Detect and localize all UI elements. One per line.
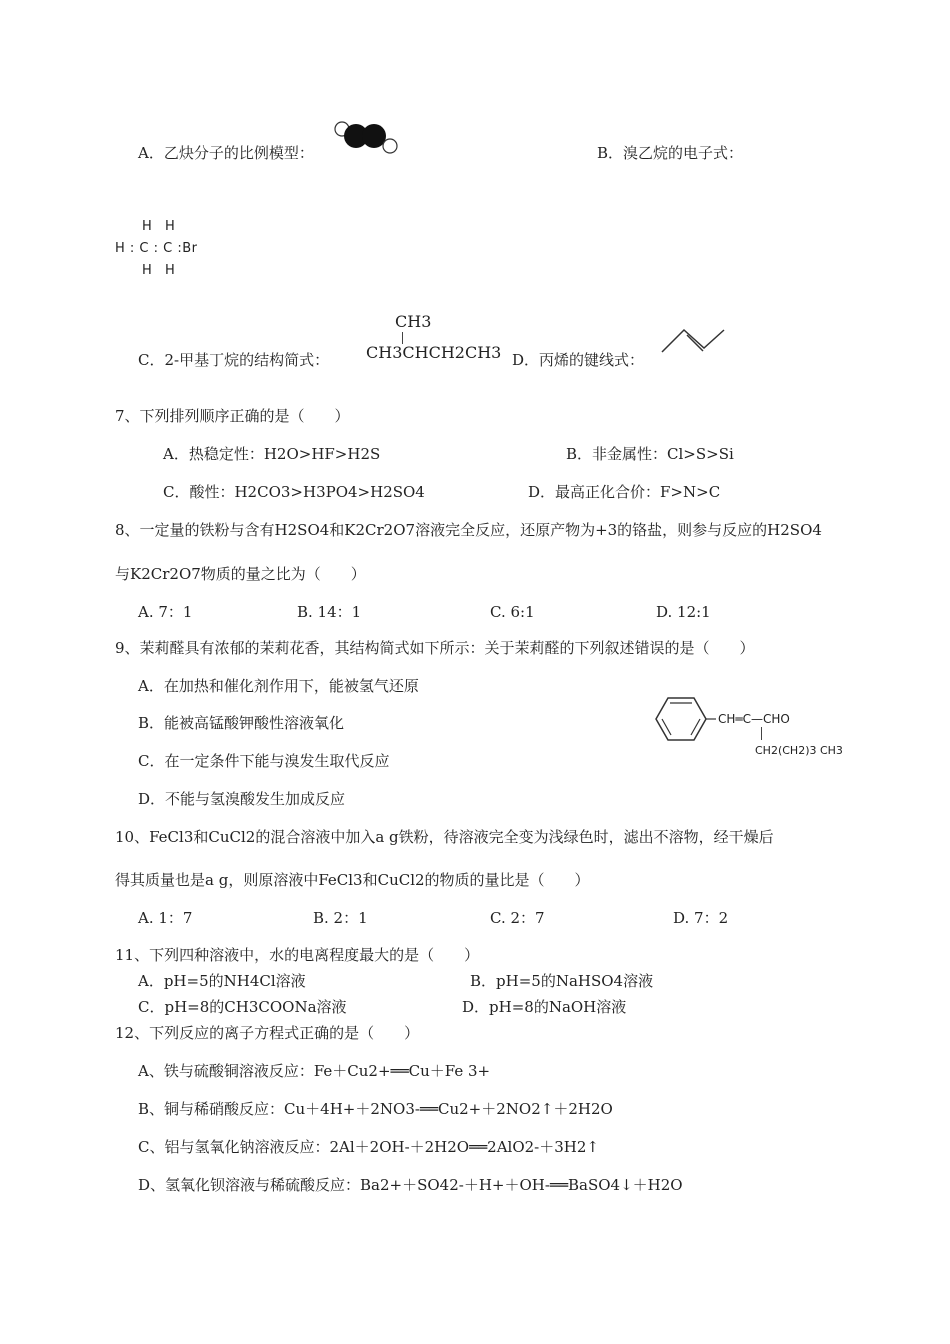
q6-option-c: C．2-甲基丁烷的结构简式：: [138, 351, 330, 369]
jasminaldehyde-structure: [650, 695, 860, 765]
lewis-h-top-1: H: [142, 219, 152, 234]
lewis-h-top-2: H: [165, 219, 175, 234]
q12-option-a: A、铁与硫酸铜溶液反应：Fe＋Cu2+══Cu＋Fe 3+: [138, 1062, 491, 1080]
jasmin-side-bond: [761, 727, 762, 740]
q8-line-1: 8、一定量的铁粉与含有H2SO4和K2Cr2O7溶液完全反应，还原产物为+3的铬盐，则参与反应的H2SO4: [115, 521, 822, 539]
q7-option-b: B．非金属性：Cl>S>Si: [566, 445, 734, 463]
q10-line-2: 得其质量也是a g，则原溶液中FeCl3和CuCl2的物质的量比是（ ）: [115, 871, 590, 889]
acetylene-model-icon: [332, 118, 402, 156]
q11-option-b: B．pH=5的NaHSO4溶液: [470, 972, 654, 990]
q10-option-a: A. 1：7: [138, 909, 193, 927]
jasmin-side-chain: CH2(CH2)3 CH3: [755, 744, 843, 757]
q11-stem: 11、下列四种溶液中，水的电离程度最大的是（ ）: [115, 946, 480, 964]
q11-option-d: D．pH=8的NaOH溶液: [462, 998, 627, 1016]
q11-option-c: C．pH=8的CH3COONa溶液: [138, 998, 347, 1016]
q6-option-a: A．乙炔分子的比例模型：: [138, 144, 314, 162]
benzene-ring-icon: [650, 695, 716, 745]
q8-option-b: B. 14：1: [297, 603, 362, 621]
main-chain: CH3CHCH2CH3: [366, 343, 502, 362]
q9-option-b: B．能被高锰酸钾酸性溶液氧化: [138, 714, 345, 732]
q11-option-a: A．pH=5的NH4Cl溶液: [138, 972, 306, 990]
q10-line-1: 10、FeCl3和CuCl2的混合溶液中加入a g铁粉，待溶液完全变为浅绿色时，滤出不溶物，经干燥后: [115, 828, 774, 846]
q12-stem: 12、下列反应的离子方程式正确的是（ ）: [115, 1024, 420, 1042]
propene-skeletal-icon: [660, 326, 726, 356]
q12-option-c: C、铝与氢氧化钠溶液反应：2Al＋2OH-＋2H2O══2AlO2-＋3H2↑: [138, 1138, 599, 1156]
q6-option-d: D．丙烯的键线式：: [512, 351, 645, 369]
q7-option-c: C．酸性：H2CO3>H3PO4>H2SO4: [163, 483, 425, 501]
q12-option-d: D、氢氧化钡溶液与稀硫酸反应：Ba2+＋SO42-＋H+＋OH-══BaSO4↓＋H2O: [138, 1176, 683, 1194]
q10-option-c: C. 2：7: [490, 909, 545, 927]
branch-methyl: CH3: [395, 312, 432, 331]
lewis-main-row: H : C : C :Br: [115, 241, 198, 256]
q10-option-d: D. 7：2: [673, 909, 729, 927]
q8-line-2: 与K2Cr2O7物质的量之比为（ ）: [115, 565, 366, 583]
q9-option-d: D．不能与氢溴酸发生加成反应: [138, 790, 346, 808]
lewis-h-bot-1: H: [142, 263, 152, 278]
bromoethane-lewis-structure: [115, 217, 215, 283]
q9-stem: 9、茉莉醛具有浓郁的茉莉花香，其结构简式如下所示：关于茉莉醛的下列叙述错误的是（ ）: [115, 639, 755, 657]
lewis-h-bot-2: H: [165, 263, 175, 278]
q7-option-a: A．热稳定性：H2O>HF>H2S: [163, 445, 381, 463]
q7-stem: 7、下列排列顺序正确的是（ ）: [115, 407, 350, 425]
q10-option-b: B. 2：1: [313, 909, 368, 927]
q9-option-a: A．在加热和催化剂作用下，能被氢气还原: [138, 677, 419, 695]
q9-option-c: C．在一定条件下能与溴发生取代反应: [138, 752, 390, 770]
methylbutane-structure: [366, 310, 502, 366]
q6-option-b: B．溴乙烷的电子式：: [597, 144, 744, 162]
q8-option-c: C. 6:1: [490, 603, 535, 621]
jasmin-main-chain: CH═C—CHO: [718, 712, 790, 726]
q8-option-a: A. 7：1: [138, 603, 193, 621]
q8-option-d: D. 12:1: [656, 603, 711, 621]
q7-option-d: D．最高正化合价：F>N>C: [528, 483, 721, 501]
q12-option-b: B、铜与稀硝酸反应：Cu＋4H+＋2NO3-══Cu2+＋2NO2↑＋2H2O: [138, 1100, 613, 1118]
